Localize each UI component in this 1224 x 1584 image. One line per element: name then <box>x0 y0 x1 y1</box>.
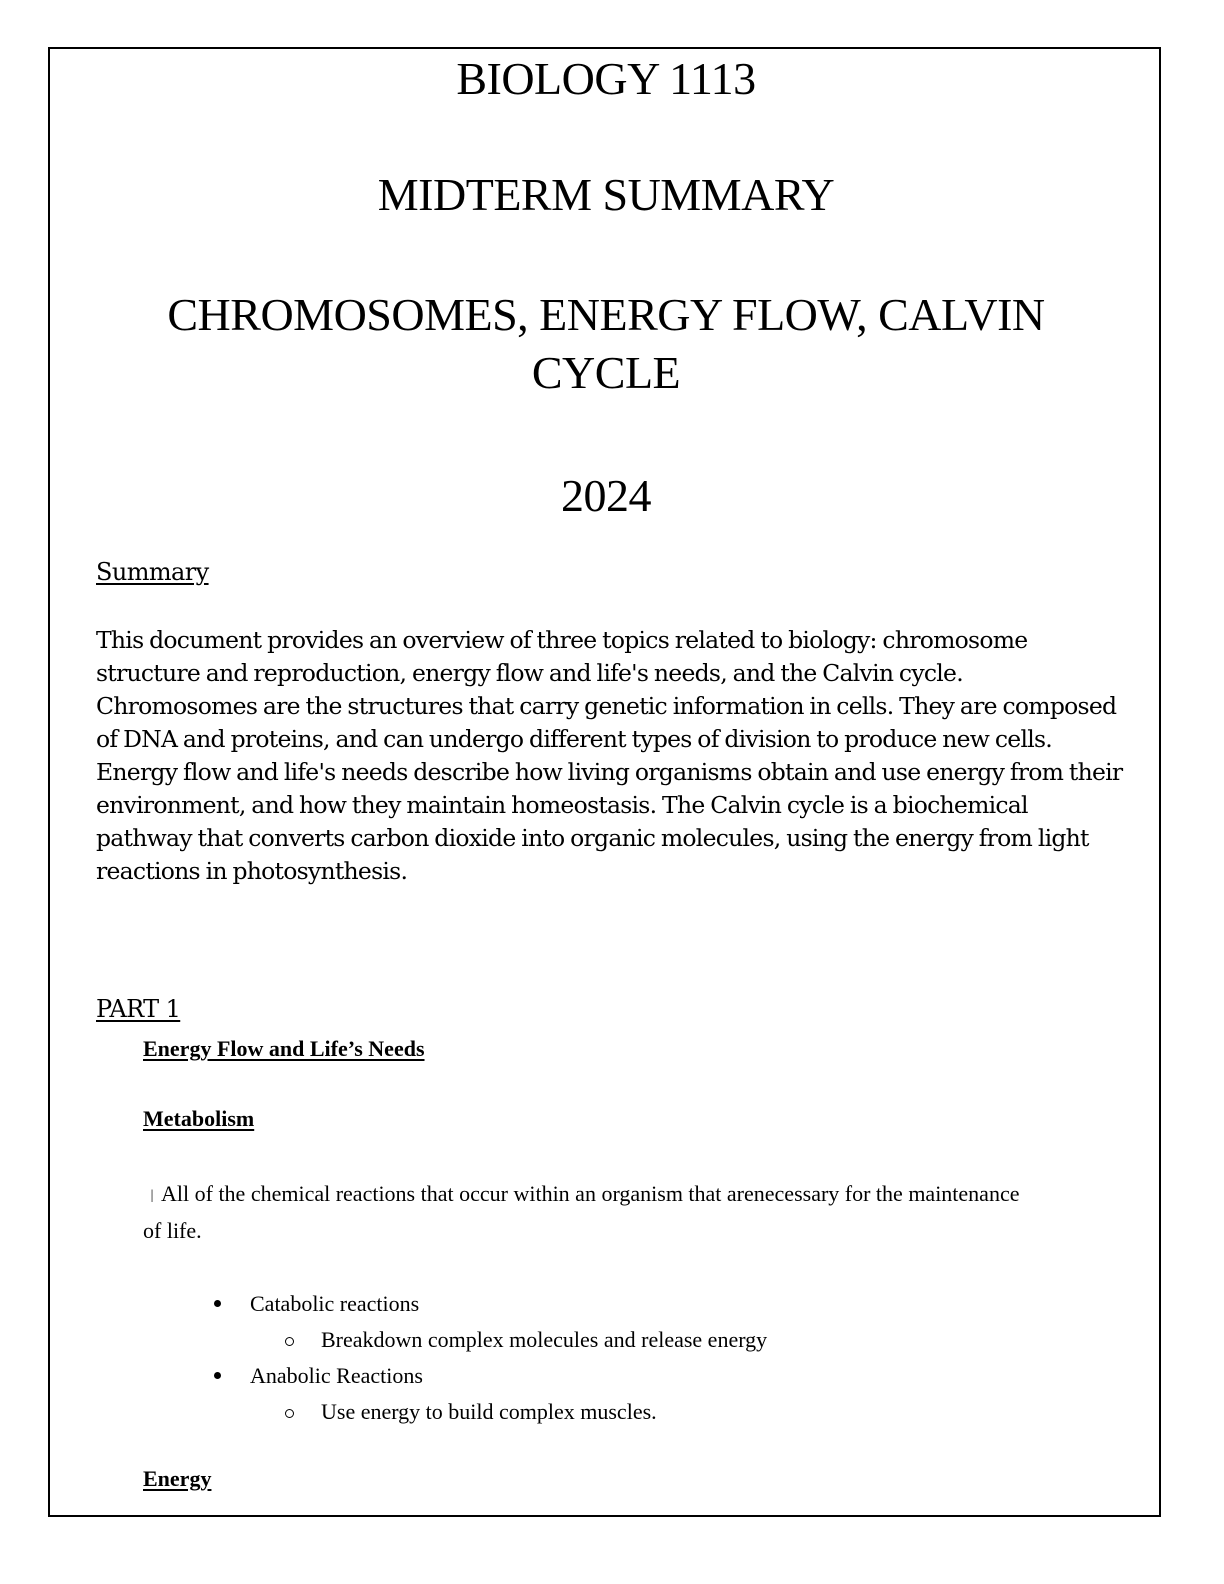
part-1-heading: PART 1 <box>96 995 181 1023</box>
definition-text: All of the chemical reactions that occur within an organism that arenecessary for the maintenance of life. <box>143 1181 1020 1243</box>
list-item <box>211 1358 767 1394</box>
metabolism-heading: Metabolism <box>143 1106 255 1131</box>
topics-title <box>48 286 1164 402</box>
list-item-label: Anabolic Reactions <box>250 1363 423 1388</box>
year-title: 2024 <box>561 470 651 521</box>
summary-heading: Summary <box>96 558 209 586</box>
document-title: MIDTERM SUMMARY <box>377 169 835 220</box>
circle-bullet-icon <box>285 1337 294 1346</box>
list-item-label: Catabolic reactions <box>250 1291 420 1316</box>
reaction-types-list <box>211 1286 767 1430</box>
course-title: BIOLOGY 1113 <box>456 53 756 104</box>
energy-flow-heading: Energy Flow and Life’s Needs <box>143 1036 425 1061</box>
sub-list-item <box>211 1394 767 1430</box>
definition-marker: | <box>150 1188 154 1203</box>
energy-heading: Energy <box>143 1466 212 1491</box>
sub-list-item <box>211 1322 767 1358</box>
summary-paragraph: This document provides an overview of three topics related to biology: chromosome structure and reproduction, energy flow and life's needs, and the Calvin cycle. Chromosomes are the structures that carry genetic information in cells. They are composed of DNA and proteins, and can undergo different types of division to produce new cells. Energy flow and life's needs describe how living organisms obtain and use energy from their environment, and how they maintain homeostasis. The Calvin cycle is a biochemical pathway that converts carbon dioxide into organic molecules, using the energy from light reactions in photosynthesis. <box>96 626 1123 885</box>
sub-list-item-label: Breakdown complex molecules and release energy <box>321 1327 768 1352</box>
bullet-icon <box>214 1372 221 1379</box>
metabolism-definition <box>143 1176 1043 1248</box>
list-item <box>211 1286 767 1322</box>
topics-title-line2: CYCLE <box>531 347 681 398</box>
topics-title-line1: CHROMOSOMES, ENERGY FLOW, CALVIN <box>167 289 1045 340</box>
bullet-icon <box>214 1300 221 1307</box>
circle-bullet-icon <box>285 1409 294 1418</box>
sub-list-item-label: Use energy to build complex muscles. <box>321 1399 657 1424</box>
